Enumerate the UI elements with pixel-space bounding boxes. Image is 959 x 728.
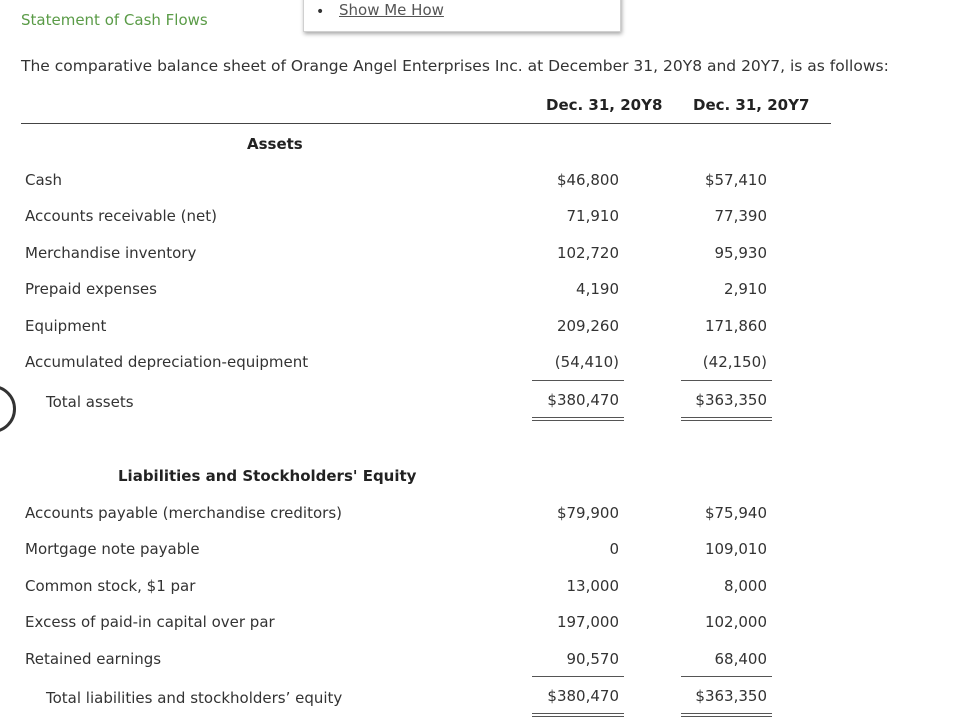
total-double-rule: [532, 417, 624, 421]
subtotal-rule: [681, 380, 772, 381]
row-label: Retained earnings: [25, 650, 162, 668]
row-value-20y8: $46,800: [556, 171, 619, 189]
row-value-20y7: 95,930: [714, 244, 767, 262]
row-value-20y8: 90,570: [566, 650, 619, 668]
row-value-20y7: (42,150): [702, 353, 767, 371]
subtotal-rule: [681, 676, 772, 677]
row-value-20y7: 2,910: [724, 280, 767, 298]
row-value-20y8: $79,900: [556, 504, 619, 522]
row-value-20y8: 0: [609, 540, 619, 558]
row-value-20y8: 197,000: [556, 613, 619, 631]
assets-heading: Assets: [247, 135, 303, 153]
row-label: Accumulated depreciation-equipment: [25, 353, 309, 371]
total-double-rule: [681, 713, 772, 717]
page-title: Statement of Cash Flows: [21, 11, 208, 29]
row-value-20y7: 68,400: [714, 650, 767, 668]
total-assets-label: Total assets: [46, 393, 134, 411]
show-me-how-link[interactable]: Show Me How: [339, 1, 444, 19]
column-header-20y8: Dec. 31, 20Y8: [546, 96, 663, 114]
total-assets-20y8: $380,470: [547, 391, 619, 409]
total-assets-20y7: $363,350: [695, 391, 767, 409]
total-double-rule: [681, 417, 772, 421]
row-label: Mortgage note payable: [25, 540, 200, 558]
row-value-20y7: 8,000: [724, 577, 767, 595]
row-value-20y7: 109,010: [704, 540, 767, 558]
subtotal-rule: [532, 676, 624, 677]
row-label: Equipment: [25, 317, 107, 335]
subtotal-rule: [532, 380, 624, 381]
row-value-20y7: $75,940: [704, 504, 767, 522]
bullet-icon: •: [316, 4, 325, 20]
row-label: Excess of paid-in capital over par: [25, 613, 275, 631]
show-me-how-popup: [303, 0, 621, 32]
row-value-20y8: 13,000: [566, 577, 619, 595]
row-label: Common stock, $1 par: [25, 577, 196, 595]
row-label: Accounts receivable (net): [25, 207, 217, 225]
row-label: Merchandise inventory: [25, 244, 197, 262]
intro-text: The comparative balance sheet of Orange Angel Enterprises Inc. at December 31, 20Y8 and 20Y7, is as follows:: [21, 57, 889, 75]
row-value-20y7: 171,860: [704, 317, 767, 335]
row-value-20y7: $57,410: [704, 171, 767, 189]
row-label: Cash: [25, 171, 62, 189]
row-label: Accounts payable (merchandise creditors): [25, 504, 342, 522]
row-value-20y8: 4,190: [576, 280, 619, 298]
total-double-rule: [532, 713, 624, 717]
row-value-20y8: 71,910: [566, 207, 619, 225]
collapse-handle-icon[interactable]: [0, 385, 16, 433]
total-liabilities-20y7: $363,350: [695, 687, 767, 705]
row-value-20y8: (54,410): [554, 353, 619, 371]
column-header-20y7: Dec. 31, 20Y7: [693, 96, 810, 114]
header-rule: [21, 123, 831, 124]
row-value-20y8: 102,720: [556, 244, 619, 262]
row-value-20y8: 209,260: [556, 317, 619, 335]
row-value-20y7: 102,000: [704, 613, 767, 631]
row-label: Prepaid expenses: [25, 280, 157, 298]
liabilities-heading: Liabilities and Stockholders' Equity: [118, 467, 417, 485]
total-liabilities-label: Total liabilities and stockholders’ equity: [46, 689, 343, 707]
total-liabilities-20y8: $380,470: [547, 687, 619, 705]
row-value-20y7: 77,390: [714, 207, 767, 225]
